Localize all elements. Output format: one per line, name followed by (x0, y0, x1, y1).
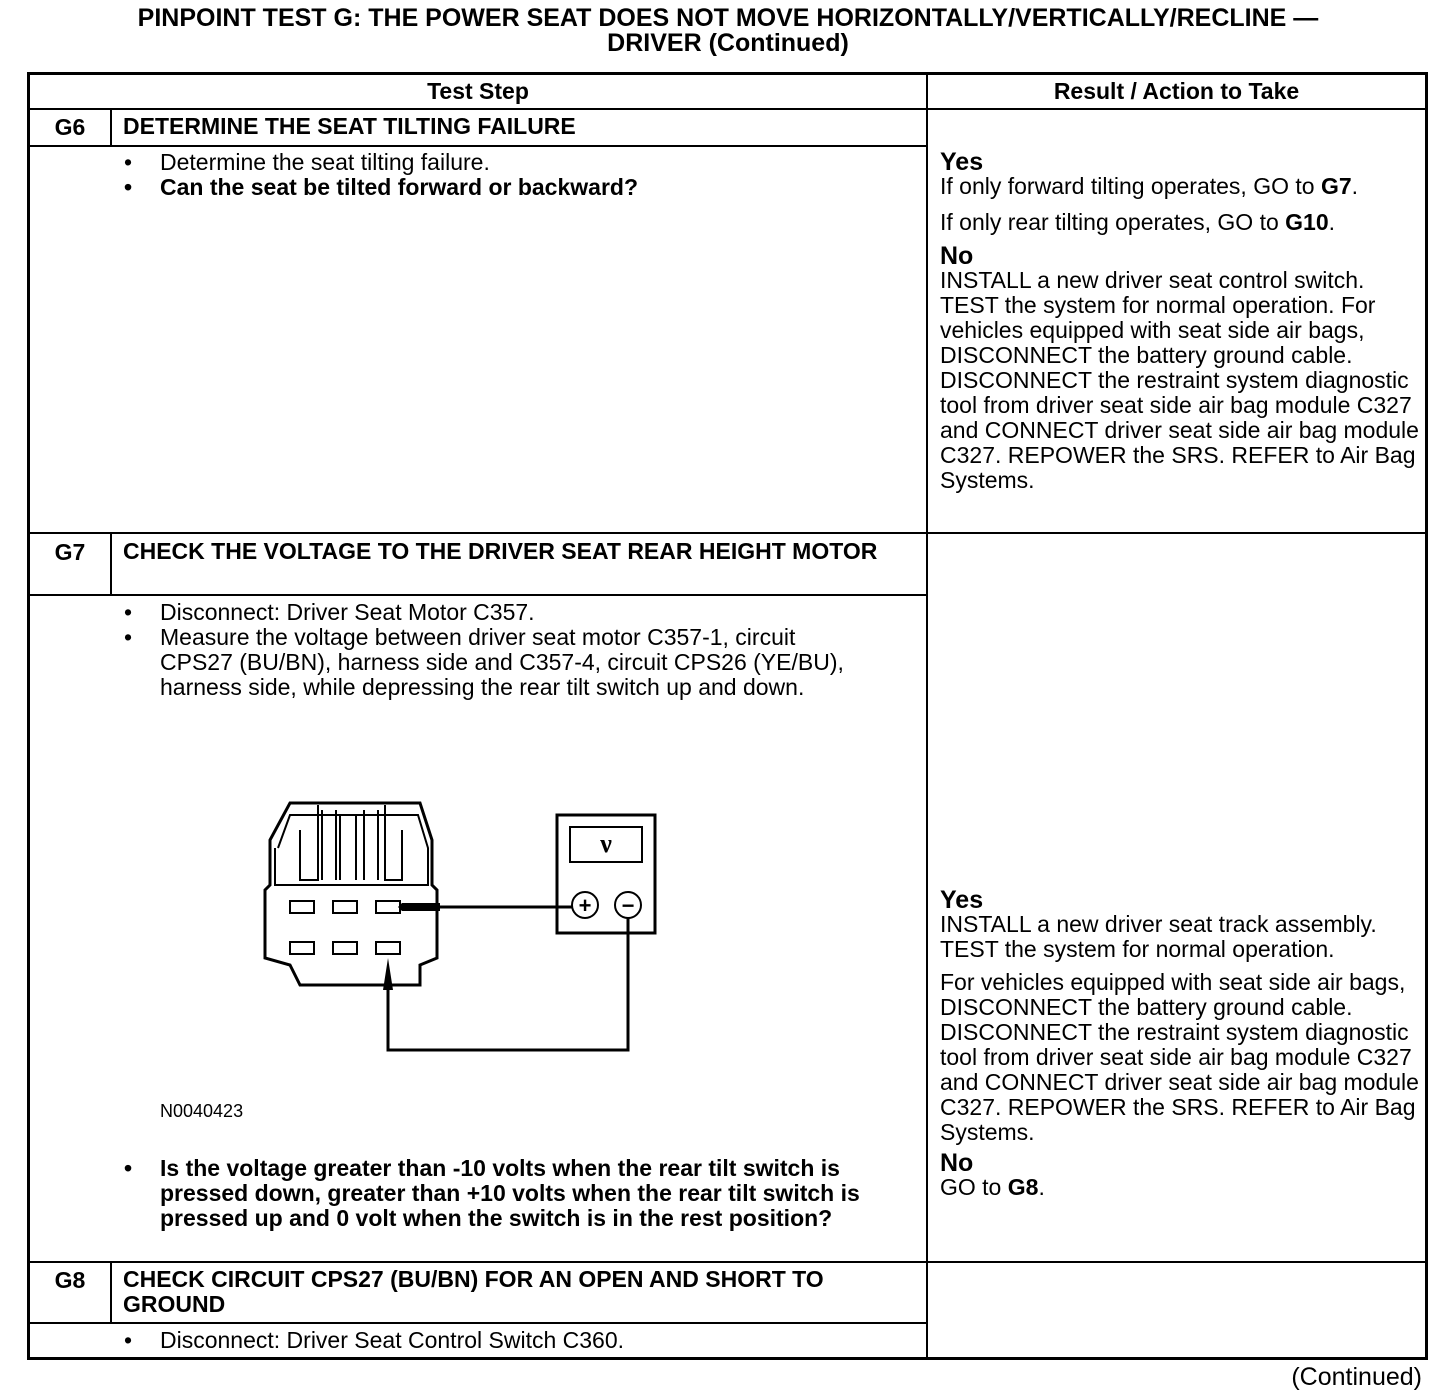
step-title-g8: CHECK CIRCUIT CPS27 (BU/BN) FOR AN OPEN AND SHORT TO GROUND (123, 1266, 824, 1317)
figure-id: N0040423 (160, 1101, 244, 1121)
list-item: • Measure the voltage between driver seat motor C357-1, circuit CPS27 (BU/BN), harness side and C357-4, circuit CPS26 (YE/BU), harness side, while depressing the rear tilt switch up and down. (124, 625, 869, 700)
step-id-divider-g8 (110, 1262, 112, 1324)
step-id-divider-g7 (110, 533, 112, 596)
g6-no-text: INSTALL a new driver seat control switch. TEST the system for normal operation. For vehicles equipped with seat side air bags, DISCONNECT the battery ground cable. DISCONNECT the restraint system diagnostic tool from driver seat side air bag module C327 and CONNECT driver seat side air bag module C327. REPOWER the SRS. REFER to Air Bag Systems. (940, 267, 1419, 493)
step-id-g6: G6 (54, 114, 86, 140)
g6-result (940, 150, 1420, 493)
connector-inner-outline (275, 815, 428, 885)
list-item: • Disconnect: Driver Seat Control Switch C360. (124, 1328, 914, 1353)
title-line-2: DRIVER (Continued) (607, 29, 849, 57)
page-title (0, 6, 1456, 56)
g6-yes-rear: If only rear tilting operates, GO to G10. (940, 209, 1336, 235)
yes-label: Yes (940, 148, 984, 176)
g6-title-rule (27, 145, 927, 147)
g7-yes-text-1: INSTALL a new driver seat track assembly. TEST the system for normal operation. (940, 911, 1377, 962)
step-title-g6: DETERMINE THE SEAT TILTING FAILURE (123, 113, 576, 139)
step-title-g7: CHECK THE VOLTAGE TO THE DRIVER SEAT REAR HEIGHT MOTOR (123, 538, 878, 564)
pin-cavity (290, 942, 314, 954)
g6-end-rule (27, 532, 1428, 534)
g7-yes-text-2: For vehicles equipped with seat side air bags, DISCONNECT the battery ground cable. DISCONNECT the restraint system diagnostic tool from driver seat side air bag module C327 and CONNECT driver seat side air bag module C327. REPOWER the SRS. REFER to Air Bag Systems. (940, 969, 1419, 1145)
g7-title-rule (27, 594, 927, 596)
step-id-g7: G7 (54, 539, 86, 565)
g7-instructions (124, 600, 869, 700)
g6-yes-forward: If only forward tilting operates, GO to G7. (940, 173, 1359, 199)
yes-label: Yes (940, 886, 984, 914)
latch-tab (364, 810, 378, 880)
header-rule (27, 108, 1428, 110)
column-header-result: Result / Action to Take (1053, 78, 1300, 104)
title-line-1: PINPOINT TEST G: THE POWER SEAT DOES NOT MOVE HORIZONTALLY/VERTICALLY/RECLINE — (137, 4, 1319, 32)
latch-tab (300, 805, 318, 880)
list-item: • Disconnect: Driver Seat Motor C357. (124, 600, 869, 625)
negative-lead (388, 918, 628, 1050)
g8-title-rule (27, 1322, 927, 1324)
minus-sign: − (621, 893, 635, 918)
g8-instructions (124, 1328, 914, 1353)
column-divider (926, 72, 928, 1360)
g7-end-rule (27, 1261, 1428, 1263)
list-item: • Can the seat be tilted forward or backward? (124, 175, 914, 200)
g7-result (940, 888, 1420, 1200)
no-label: No (940, 1149, 974, 1177)
pin-cavity (376, 901, 400, 913)
no-label: No (940, 242, 974, 270)
g7-question (124, 1156, 894, 1231)
negative-probe (383, 958, 393, 990)
step-id-g8: G8 (54, 1267, 86, 1293)
list-item: • Is the voltage greater than -10 volts when the rear tilt switch is pressed down, greater than +10 volts when the rear tilt switch is pressed up and 0 volt when the switch is in the rest position? (124, 1156, 894, 1231)
g6-instructions (124, 150, 914, 200)
list-item: • Determine the seat tilting failure. (124, 150, 914, 175)
latch-tab (322, 810, 336, 880)
latch-tab (385, 805, 402, 880)
connector-voltmeter-diagram (250, 795, 670, 1065)
step-id-divider-g6 (110, 108, 112, 146)
pin-cavity (290, 901, 314, 913)
voltmeter-label: ν (600, 829, 612, 858)
pin-cavity (333, 901, 357, 913)
positive-probe (398, 903, 440, 911)
latch-tab (340, 815, 356, 880)
plus-sign: + (578, 893, 592, 918)
g7-no-text: GO to G8. (940, 1174, 1045, 1200)
pin-cavity (333, 942, 357, 954)
column-header-test-step: Test Step (427, 78, 529, 104)
connector-body (265, 803, 437, 985)
pin-cavity (376, 942, 400, 954)
continued-footer: (Continued) (1291, 1363, 1422, 1391)
